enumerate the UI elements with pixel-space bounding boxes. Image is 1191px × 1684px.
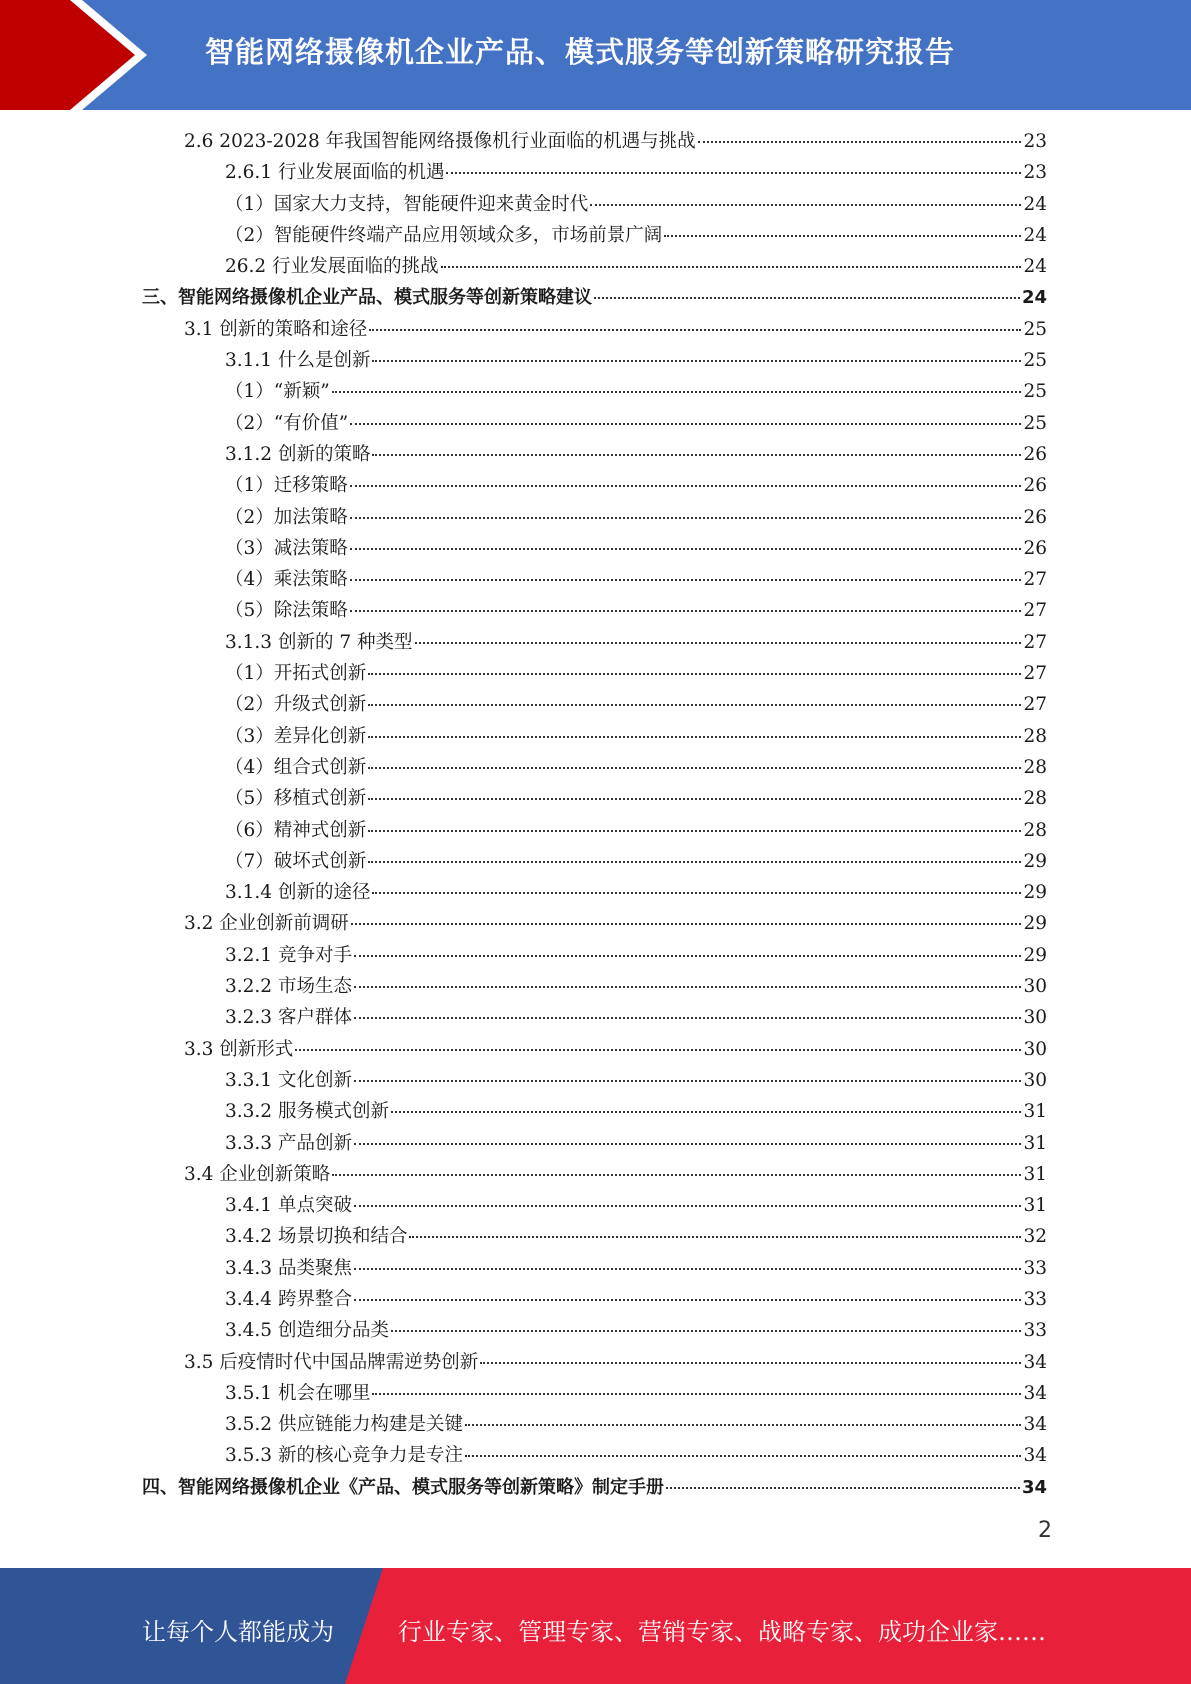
toc-entry-title: 3.4.1 单点突破	[225, 1195, 352, 1217]
toc-leader-dots	[368, 829, 1021, 832]
toc-entry-title: 3.1.1 什么是创新	[225, 350, 371, 372]
toc-entry-page: 23	[1023, 162, 1047, 184]
toc-leader-dots	[350, 578, 1022, 581]
toc-entry-title: （2）智能硬件终端产品应用领域众多，市场前景广阔	[225, 224, 663, 246]
toc-entry-title: （3）减法策略	[225, 537, 348, 559]
toc-entry-page: 27	[1023, 600, 1047, 622]
toc-entry-page: 30	[1023, 976, 1047, 998]
toc-entry[interactable]	[225, 1128, 1047, 1159]
toc-entry-title: 3.1.2 创新的策略	[225, 443, 371, 465]
toc-entry-title: （4）组合式创新	[225, 756, 367, 778]
toc-leader-dots	[369, 328, 1021, 331]
toc-entry[interactable]	[225, 408, 1047, 439]
toc-entry-page: 33	[1023, 1257, 1047, 1279]
toc-entry[interactable]	[225, 1440, 1047, 1471]
toc-entry[interactable]	[225, 189, 1047, 220]
toc-leader-dots	[594, 296, 1020, 299]
toc-entry-page: 28	[1023, 819, 1047, 841]
toc-entry[interactable]	[225, 376, 1047, 407]
toc-entry-title: （1）开拓式创新	[225, 663, 367, 685]
toc-entry-page: 25	[1023, 381, 1047, 403]
toc-entry[interactable]	[184, 1034, 1047, 1065]
toc-leader-dots	[350, 609, 1022, 612]
toc-entry-page: 23	[1023, 131, 1047, 152]
toc-leader-dots	[415, 641, 1022, 644]
toc-entry[interactable]	[184, 1347, 1047, 1378]
toc-entry[interactable]	[184, 314, 1047, 345]
toc-entry-title: 3.4.2 场景切换和结合	[225, 1226, 408, 1248]
toc-entry[interactable]	[225, 470, 1047, 501]
page-header	[0, 0, 1191, 110]
toc-entry[interactable]	[225, 627, 1047, 658]
toc-entry[interactable]	[142, 1472, 1047, 1503]
toc-entry[interactable]	[225, 1409, 1047, 1440]
toc-entry-title: （2）加法策略	[225, 506, 348, 528]
toc-entry-page: 29	[1023, 944, 1047, 966]
toc-entry-page: 29	[1023, 850, 1047, 872]
toc-leader-dots	[351, 922, 1022, 925]
footer-slogan-right: 行业专家、管理专家、营销专家、战略专家、成功企业家……	[398, 1618, 1046, 1646]
toc-entry-title: 3.3 创新形式	[184, 1038, 294, 1060]
toc-entry[interactable]	[225, 1253, 1047, 1284]
toc-entry-title: 2.6 2023-2028 年我国智能网络摄像机行业面临的机遇与挑战	[184, 131, 696, 152]
toc-leader-dots	[372, 453, 1021, 456]
toc-entry[interactable]	[225, 1096, 1047, 1127]
toc-entry-page: 34	[1023, 1351, 1047, 1373]
toc-entry-page: 30	[1023, 1069, 1047, 1091]
toc-entry[interactable]	[225, 595, 1047, 626]
toc-leader-dots	[332, 1173, 1021, 1176]
toc-leader-dots	[354, 1142, 1022, 1145]
toc-entry[interactable]	[225, 721, 1047, 752]
page-footer	[0, 1568, 1191, 1684]
toc-leader-dots	[354, 985, 1022, 988]
toc-entry-title: （5）移植式创新	[225, 788, 367, 810]
header-arrow-icon	[0, 0, 160, 110]
toc-leader-dots	[368, 703, 1021, 706]
toc-entry-page: 25	[1023, 350, 1047, 372]
toc-entry-page: 34	[1023, 1445, 1047, 1467]
page-number: 2	[1038, 1518, 1052, 1543]
toc-entry-page: 34	[1023, 1414, 1047, 1436]
toc-entry[interactable]	[225, 1378, 1047, 1409]
toc-leader-dots	[350, 547, 1022, 550]
footer-slogan-left: 让每个人都能成为	[142, 1618, 334, 1646]
toc-entry-title: 3.3.3 产品创新	[225, 1132, 352, 1154]
toc-leader-dots	[350, 484, 1022, 487]
toc-entry-page: 31	[1023, 1132, 1047, 1154]
toc-entry-title: （7）破坏式创新	[225, 850, 367, 872]
toc-leader-dots	[332, 390, 1022, 393]
toc-entry-title: 3.2.3 客户群体	[225, 1007, 352, 1029]
toc-entry-title: 3.5.3 新的核心竞争力是专注	[225, 1445, 463, 1467]
toc-entry-page: 31	[1023, 1163, 1047, 1185]
toc-entry-page: 31	[1023, 1195, 1047, 1217]
toc-entry-title: 3.1.3 创新的 7 种类型	[225, 631, 413, 653]
toc-leader-dots	[666, 1486, 1020, 1489]
toc-entry-page: 27	[1023, 694, 1047, 716]
toc-leader-dots	[354, 1079, 1022, 1082]
toc-entry-page: 26	[1023, 506, 1047, 528]
toc-entry[interactable]	[225, 971, 1047, 1002]
toc-entry-title: 3.4.5 创造细分品类	[225, 1320, 389, 1342]
toc-entry-page: 24	[1021, 287, 1047, 309]
toc-entry-page: 27	[1023, 569, 1047, 591]
toc-entry[interactable]	[225, 1284, 1047, 1315]
toc-entry-page: 24	[1023, 224, 1047, 246]
toc-entry-page: 25	[1023, 318, 1047, 340]
toc-entry-page: 31	[1023, 1101, 1047, 1123]
toc-leader-dots	[391, 1329, 1021, 1332]
toc-entry-title: 三、智能网络摄像机企业产品、模式服务等创新策略建议	[142, 287, 592, 309]
toc-entry[interactable]	[225, 533, 1047, 564]
toc-entry-title: （1）迁移策略	[225, 475, 348, 497]
toc-entry-title: 3.4.4 跨界整合	[225, 1288, 352, 1310]
toc-entry-title: （1）国家大力支持，智能硬件迎来黄金时代	[225, 193, 589, 215]
toc-entry-title: 四、智能网络摄像机企业《产品、模式服务等创新策略》制定手册	[142, 1476, 664, 1498]
toc-entry[interactable]	[142, 282, 1047, 313]
toc-entry-title: 3.5.2 供应链能力构建是关键	[225, 1414, 463, 1436]
toc-entry[interactable]	[184, 908, 1047, 939]
toc-leader-dots	[368, 735, 1021, 738]
toc-entry[interactable]	[225, 877, 1047, 908]
toc-entry[interactable]	[225, 689, 1047, 720]
toc-entry-page: 27	[1023, 663, 1047, 685]
toc-entry-title: （4）乘法策略	[225, 569, 348, 591]
toc-leader-dots	[368, 672, 1021, 675]
toc-leader-dots	[350, 516, 1022, 519]
toc-leader-dots	[590, 203, 1021, 206]
toc-entry-page: 27	[1023, 631, 1047, 653]
toc-entry[interactable]	[225, 251, 1047, 282]
toc-leader-dots	[354, 1298, 1022, 1301]
toc-leader-dots	[354, 1267, 1022, 1270]
toc-entry[interactable]	[225, 220, 1047, 251]
toc-entry[interactable]	[225, 157, 1047, 188]
toc-entry-page: 32	[1023, 1226, 1047, 1248]
toc-leader-dots	[368, 766, 1021, 769]
toc-entry-title: 26.2 行业发展面临的挑战	[225, 256, 439, 278]
toc-entry-title: 3.5 后疫情时代中国品牌需逆势创新	[184, 1351, 479, 1373]
toc-leader-dots	[465, 1423, 1021, 1426]
toc-entry-page: 33	[1023, 1288, 1047, 1310]
toc-entry[interactable]	[225, 1190, 1047, 1221]
toc-entry-title: 3.4 企业创新策略	[184, 1163, 331, 1185]
toc-entry-title: 3.2.2 市场生态	[225, 976, 352, 998]
toc-entry[interactable]	[225, 783, 1047, 814]
toc-entry-page: 29	[1023, 913, 1047, 935]
toc-entry[interactable]	[225, 345, 1047, 376]
toc-leader-dots	[354, 1016, 1022, 1019]
toc-entry[interactable]	[184, 1159, 1047, 1190]
toc-entry-title: 3.1.4 创新的途径	[225, 882, 371, 904]
toc-entry-title: （6）精神式创新	[225, 819, 367, 841]
table-of-contents	[0, 126, 1191, 1503]
toc-leader-dots	[391, 1110, 1021, 1113]
toc-entry-title: 3.3.2 服务模式创新	[225, 1101, 389, 1123]
toc-leader-dots	[372, 359, 1021, 362]
toc-entry-title: 3.2.1 竞争对手	[225, 944, 352, 966]
toc-leader-dots	[446, 171, 1021, 174]
toc-entry-page: 34	[1021, 1476, 1047, 1498]
toc-entry-page: 33	[1023, 1320, 1047, 1342]
toc-entry-title: （3）差异化创新	[225, 725, 367, 747]
toc-entry-page: 26	[1023, 443, 1047, 465]
toc-entry-title: 3.4.3 品类聚焦	[225, 1257, 352, 1279]
toc-leader-dots	[664, 234, 1021, 237]
toc-entry-page: 34	[1023, 1382, 1047, 1404]
toc-entry[interactable]	[225, 1221, 1047, 1252]
toc-entry-title: 3.5.1 机会在哪里	[225, 1382, 371, 1404]
toc-entry[interactable]	[225, 502, 1047, 533]
toc-entry-page: 25	[1023, 412, 1047, 434]
toc-entry[interactable]	[225, 1315, 1047, 1346]
toc-entry[interactable]	[225, 815, 1047, 846]
toc-leader-dots	[441, 265, 1022, 268]
toc-entry-title: （1）“新颖”	[225, 381, 330, 403]
toc-leader-dots	[465, 1454, 1021, 1457]
toc-entry-page: 26	[1023, 537, 1047, 559]
toc-entry-page: 24	[1023, 193, 1047, 215]
toc-entry-title: 3.1 创新的策略和途径	[184, 318, 368, 340]
toc-entry-page: 30	[1023, 1038, 1047, 1060]
toc-entry-title: （5）除法策略	[225, 600, 348, 622]
toc-entry[interactable]	[225, 564, 1047, 595]
toc-leader-dots	[368, 797, 1021, 800]
toc-entry[interactable]	[225, 658, 1047, 689]
toc-entry[interactable]	[225, 940, 1047, 971]
toc-leader-dots	[409, 1235, 1021, 1238]
toc-entry-page: 28	[1023, 756, 1047, 778]
toc-entry-title: 3.3.1 文化创新	[225, 1069, 352, 1091]
toc-entry-page: 29	[1023, 882, 1047, 904]
toc-leader-dots	[368, 860, 1021, 863]
toc-leader-dots	[480, 1361, 1021, 1364]
toc-leader-dots	[354, 1204, 1022, 1207]
toc-entry[interactable]	[184, 126, 1047, 157]
toc-entry[interactable]	[225, 1065, 1047, 1096]
toc-entry[interactable]	[225, 439, 1047, 470]
toc-leader-dots	[372, 891, 1021, 894]
toc-entry-page: 30	[1023, 1007, 1047, 1029]
toc-entry-title: （2）升级式创新	[225, 694, 367, 716]
toc-entry[interactable]	[225, 752, 1047, 783]
toc-leader-dots	[354, 954, 1022, 957]
toc-entry-page: 28	[1023, 788, 1047, 810]
toc-entry-title: 3.2 企业创新前调研	[184, 913, 349, 935]
toc-entry[interactable]	[225, 846, 1047, 877]
toc-leader-dots	[698, 140, 1022, 143]
toc-entry[interactable]	[225, 1002, 1047, 1033]
toc-leader-dots	[295, 1048, 1021, 1051]
toc-entry-title: 2.6.1 行业发展面临的机遇	[225, 162, 445, 184]
toc-entry-page: 24	[1023, 256, 1047, 278]
toc-leader-dots	[350, 422, 1021, 425]
toc-entry-title: （2）“有价值”	[225, 412, 349, 434]
toc-entry-page: 26	[1023, 475, 1047, 497]
toc-leader-dots	[372, 1392, 1021, 1395]
toc-entry-page: 28	[1023, 725, 1047, 747]
report-title: 智能网络摄像机企业产品、模式服务等创新策略研究报告	[205, 35, 956, 69]
